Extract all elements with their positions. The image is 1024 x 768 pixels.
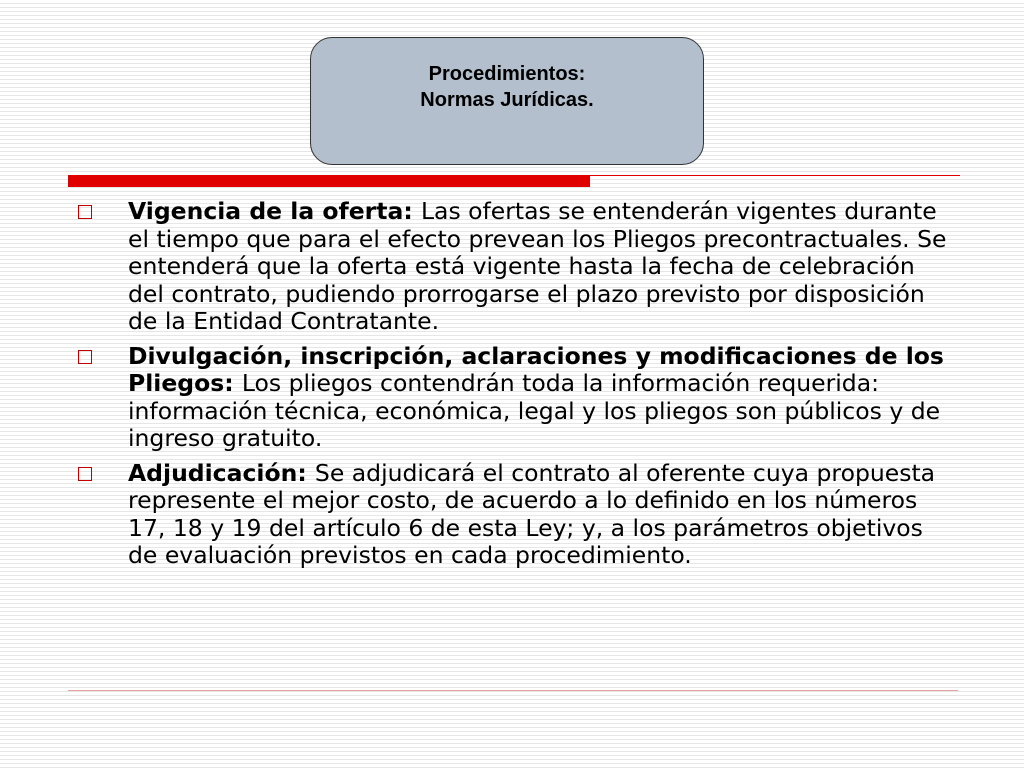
header-divider-thick <box>68 175 590 187</box>
bullet-text: Las ofertas se entenderán vigentes durante el tiempo que para el efecto prevean los Pliegos precontractuales. Se entenderá que la oferta está vigente hasta la fecha de celebración del contrato, pudiendo prorrogarse el plazo previsto por disposición de la Entidad Contratante. <box>128 197 947 335</box>
bullet-title: Vigencia de la oferta: <box>128 197 421 225</box>
hollow-square-icon <box>78 205 92 219</box>
title-box <box>310 37 704 165</box>
bullet-title: Adjudicación: <box>128 458 315 487</box>
hollow-square-icon <box>78 467 92 481</box>
header-divider-thin <box>590 175 960 176</box>
footer-divider <box>68 690 958 691</box>
bullet-item-adjudicacion <box>78 460 958 570</box>
bullet-text: Los pliegos contendrán toda la información requerida: información técnica, económica, legal y los pliegos son públicos y de ingreso gratuito. <box>128 369 941 452</box>
slide-title-line-2: Normas Jurídicas. <box>420 89 594 111</box>
bullet-text: Se adjudicará el contrato al oferente cuya propuesta represente el mejor costo, de acuerdo a lo definido en los números 17, 18 y 19 del artículo 6 de esta Ley; y, a los parámetros objetivos de evaluación previstos en cada procedimiento. <box>128 458 936 569</box>
bullet-title: Divulgación, inscripción, aclaraciones y modificaciones de los Pliegos: <box>128 341 944 397</box>
bullet-item-vigencia <box>78 198 958 336</box>
bullet-item-divulgacion <box>78 343 958 453</box>
hollow-square-icon <box>78 350 92 364</box>
slide-title-line-1: Procedimientos: <box>428 63 586 85</box>
bullet-list <box>78 198 958 577</box>
